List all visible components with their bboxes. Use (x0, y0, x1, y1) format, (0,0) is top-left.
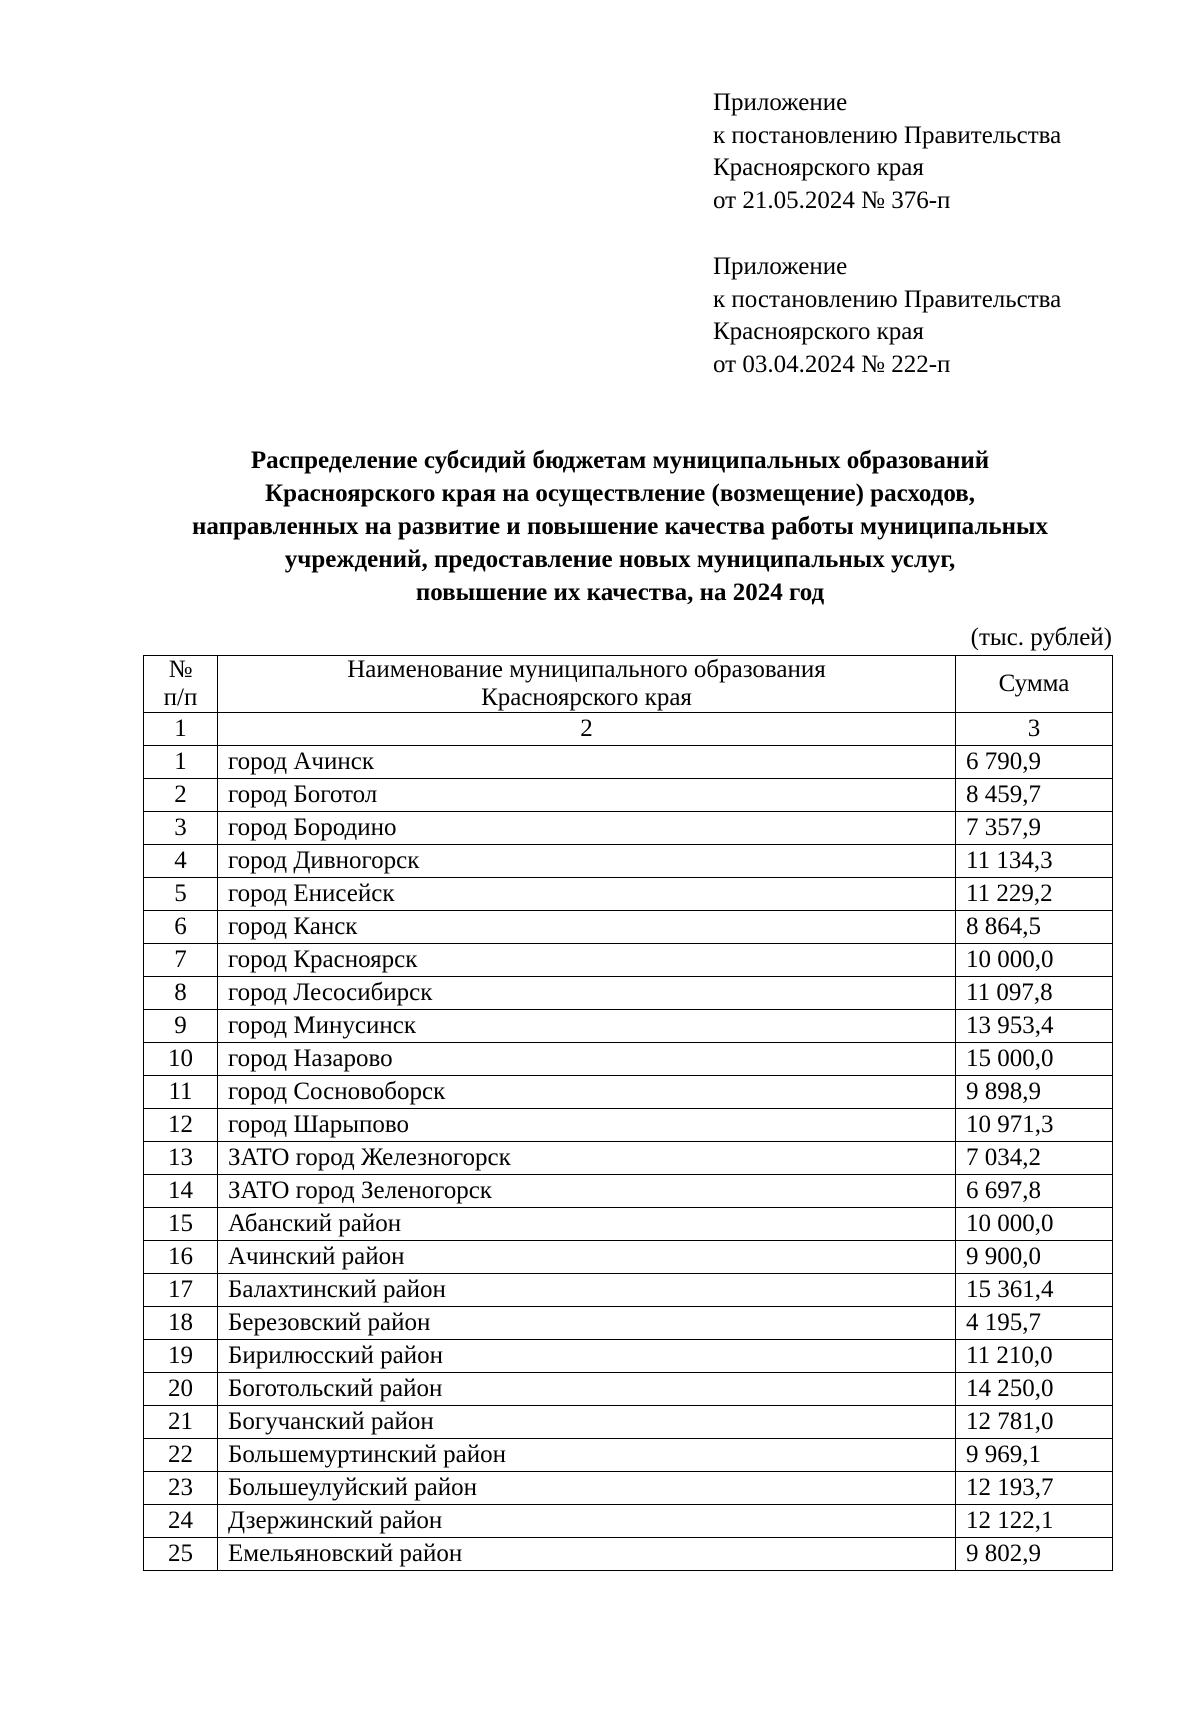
header-name-line1: Наименование муниципального образования (347, 656, 826, 683)
row-municipality-name: город Лесосибирск (218, 977, 956, 1010)
row-number: 19 (144, 1340, 218, 1373)
row-sum: 12 193,7 (956, 1472, 1113, 1505)
row-sum: 4 195,7 (956, 1307, 1113, 1340)
row-municipality-name: город Бородино (218, 812, 956, 845)
row-sum: 8 459,7 (956, 779, 1113, 812)
row-municipality-name: город Енисейск (218, 878, 956, 911)
table-row (144, 944, 1113, 977)
row-municipality-name: Бирилюсский район (218, 1340, 956, 1373)
header-sum-label: Сумма (998, 670, 1070, 697)
row-number: 24 (144, 1505, 218, 1538)
row-municipality-name: город Канск (218, 911, 956, 944)
table-row (144, 1010, 1113, 1043)
row-number: 14 (144, 1175, 218, 1208)
table-row (144, 1142, 1113, 1175)
column-number-2: 2 (218, 713, 956, 746)
row-number: 18 (144, 1307, 218, 1340)
row-number: 22 (144, 1439, 218, 1472)
row-municipality-name: город Боготол (218, 779, 956, 812)
table-row (144, 845, 1113, 878)
row-number: 5 (144, 878, 218, 911)
row-municipality-name: Емельяновский район (218, 1538, 956, 1571)
row-sum: 11 097,8 (956, 977, 1113, 1010)
column-number-1: 1 (144, 713, 218, 746)
row-municipality-name: город Дивногорск (218, 845, 956, 878)
row-municipality-name: Большемуртинский район (218, 1439, 956, 1472)
row-municipality-name: ЗАТО город Зеленогорск (218, 1175, 956, 1208)
table-row (144, 1505, 1113, 1538)
row-municipality-name: город Назарово (218, 1043, 956, 1076)
header-number-line1: № (168, 656, 193, 683)
row-number: 13 (144, 1142, 218, 1175)
row-municipality-name: Ачинский район (218, 1241, 956, 1274)
row-sum: 15 000,0 (956, 1043, 1113, 1076)
table-header-row (144, 656, 1113, 713)
row-sum: 10 000,0 (956, 1208, 1113, 1241)
subsidy-table (143, 655, 1113, 1571)
header-name (218, 656, 956, 713)
row-sum: 11 229,2 (956, 878, 1113, 911)
title-line: Распределение субсидий бюджетам муниципальных образований (250, 447, 990, 474)
row-municipality-name: город Ачинск (218, 746, 956, 779)
row-municipality-name: город Шарыпово (218, 1109, 956, 1142)
table-row (144, 1472, 1113, 1505)
table-row (144, 746, 1113, 779)
row-sum: 6 790,9 (956, 746, 1113, 779)
title-line: повышение их качества, на 2024 год (415, 579, 825, 606)
row-number: 12 (144, 1109, 218, 1142)
table-row (144, 878, 1113, 911)
row-municipality-name: Балахтинский район (218, 1274, 956, 1307)
row-number: 6 (144, 911, 218, 944)
row-municipality-name: город Красноярск (218, 944, 956, 977)
table-row (144, 1406, 1113, 1439)
row-municipality-name: город Сосновоборск (218, 1076, 956, 1109)
row-sum: 9 900,0 (956, 1241, 1113, 1274)
row-number: 4 (144, 845, 218, 878)
row-sum: 9 898,9 (956, 1076, 1113, 1109)
appendix-decree-ref: к постановлению Правительства (713, 285, 1062, 313)
row-sum: 11 134,3 (956, 845, 1113, 878)
table-row (144, 1241, 1113, 1274)
row-sum: 10 000,0 (956, 944, 1113, 977)
row-number: 10 (144, 1043, 218, 1076)
row-municipality-name: Дзержинский район (218, 1505, 956, 1538)
row-number: 23 (144, 1472, 218, 1505)
units-label: (тыс. рублей) (970, 624, 1112, 651)
row-municipality-name: Большеулуйский район (218, 1472, 956, 1505)
table-row (144, 1109, 1113, 1142)
appendix-region: Красноярского края (713, 154, 924, 181)
row-municipality-name: Березовский район (218, 1307, 956, 1340)
row-sum: 6 697,8 (956, 1175, 1113, 1208)
row-sum: 15 361,4 (956, 1274, 1113, 1307)
header-name-line2: Красноярского края (481, 684, 692, 711)
row-number: 3 (144, 812, 218, 845)
table-row (144, 1208, 1113, 1241)
appendix-block-previous (713, 251, 1173, 381)
table-column-numbering-row (144, 713, 1113, 746)
row-sum: 14 250,0 (956, 1373, 1113, 1406)
document-title (130, 444, 1110, 609)
table-row (144, 1307, 1113, 1340)
row-number: 11 (144, 1076, 218, 1109)
table-row (144, 1274, 1113, 1307)
row-sum: 12 781,0 (956, 1406, 1113, 1439)
table-row (144, 977, 1113, 1010)
row-number: 9 (144, 1010, 218, 1043)
row-number: 7 (144, 944, 218, 977)
row-sum: 9 969,1 (956, 1439, 1113, 1472)
row-number: 25 (144, 1538, 218, 1571)
table-row (144, 1439, 1113, 1472)
title-line: направленных на развитие и повышение качества работы муниципальных (192, 513, 1048, 540)
row-sum: 8 864,5 (956, 911, 1113, 944)
table-row (144, 911, 1113, 944)
table-row (144, 1538, 1113, 1571)
row-sum: 11 210,0 (956, 1340, 1113, 1373)
appendix-region: Красноярского края (713, 318, 924, 345)
table-row (144, 1043, 1113, 1076)
row-number: 1 (144, 746, 218, 779)
row-municipality-name: Абанский район (218, 1208, 956, 1241)
row-number: 16 (144, 1241, 218, 1274)
row-sum: 12 122,1 (956, 1505, 1113, 1538)
appendix-date-number: от 03.04.2024 № 222-п (713, 350, 951, 378)
appendix-block-current (713, 87, 1173, 217)
row-municipality-name: Богучанский район (218, 1406, 956, 1439)
row-municipality-name: город Минусинск (218, 1010, 956, 1043)
table-row (144, 779, 1113, 812)
title-line: учреждений, предоставление новых муниципальных услуг, (284, 546, 956, 573)
row-number: 21 (144, 1406, 218, 1439)
row-sum: 9 802,9 (956, 1538, 1113, 1571)
row-number: 2 (144, 779, 218, 812)
table-row (144, 1373, 1113, 1406)
row-number: 17 (144, 1274, 218, 1307)
row-number: 8 (144, 977, 218, 1010)
appendix-label: Приложение (713, 253, 848, 280)
table-row (144, 1175, 1113, 1208)
row-sum: 10 971,3 (956, 1109, 1113, 1142)
table-row (144, 812, 1113, 845)
title-line: Красноярского края на осуществление (возмещение) расходов, (265, 480, 975, 507)
row-municipality-name: ЗАТО город Железногорск (218, 1142, 956, 1175)
row-number: 20 (144, 1373, 218, 1406)
row-number: 15 (144, 1208, 218, 1241)
row-sum: 7 357,9 (956, 812, 1113, 845)
header-number (144, 656, 218, 713)
column-number-3: 3 (956, 713, 1113, 746)
table-row (144, 1340, 1113, 1373)
header-number-line2: п/п (163, 684, 198, 711)
row-sum: 13 953,4 (956, 1010, 1113, 1043)
row-municipality-name: Боготольский район (218, 1373, 956, 1406)
header-sum (956, 656, 1113, 713)
appendix-date-number: от 21.05.2024 № 376-п (713, 186, 951, 214)
appendix-label: Приложение (713, 89, 848, 116)
table-row (144, 1076, 1113, 1109)
appendix-decree-ref: к постановлению Правительства (713, 121, 1062, 149)
row-sum: 7 034,2 (956, 1142, 1113, 1175)
